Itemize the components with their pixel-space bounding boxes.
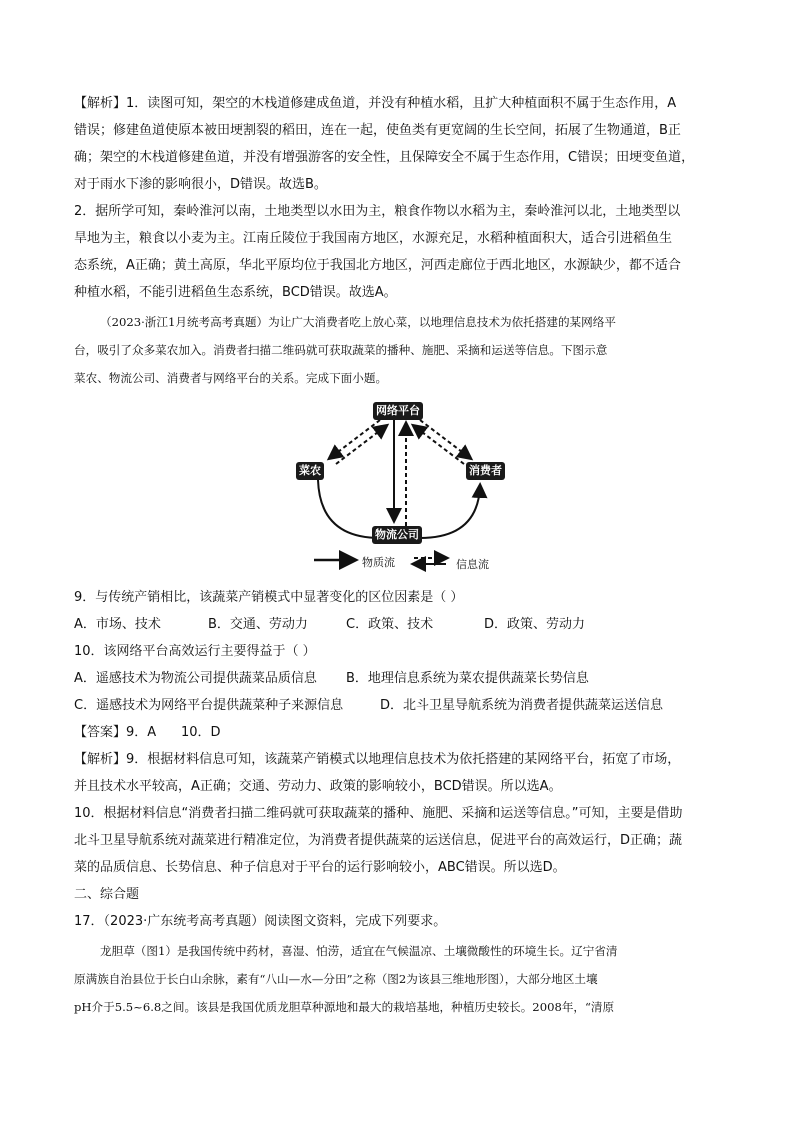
text-line: pH介于5.5~6.8之间。该县是我国优质龙胆草种源地和最大的栽培基地，种植历史较长。2008年，“清原 bbox=[74, 1000, 615, 1014]
text-line: 【解析】9．根据材料信息可知，该蔬菜产销模式以地理信息技术为依托搭建的某网络平台，拓宽了市场， bbox=[74, 752, 681, 767]
node-platform: 网络平台 bbox=[373, 402, 423, 420]
answer-line: 【答案】9．A 10．D bbox=[74, 725, 221, 740]
material-17-paragraph bbox=[74, 937, 722, 1021]
option-d: D．北斗卫星导航系统为消费者提供蔬菜运送信息 bbox=[380, 698, 664, 713]
text-line: 2．据所学可知，秦岭淮河以南，土地类型以水田为主，粮食作物以水稻为主，秦岭淮河以北，土地类型以 bbox=[74, 204, 681, 219]
text-line: （2023·浙江1月统考高考真题）为让广大消费者吃上放心菜，以地理信息技术为依托搭建的某网络平 bbox=[100, 315, 616, 329]
info-flow-farmer-platform bbox=[336, 426, 386, 464]
analysis-block-2 bbox=[74, 198, 722, 306]
info-flow-platform-consumer bbox=[420, 420, 470, 458]
flow-diagram bbox=[280, 398, 520, 576]
option-b: B．地理信息系统为菜农提供蔬菜长势信息 bbox=[346, 671, 589, 686]
analysis-9 bbox=[74, 746, 722, 800]
text-line: 旱地为主，粮食以小麦为主。江南丘陵位于我国南方地区，水源充足，水稻种植面积大，适合引进稻鱼生 bbox=[74, 231, 673, 246]
option-c: C．政策、技术 bbox=[346, 617, 434, 632]
text-line: 台，吸引了众多菜农加入。消费者扫描二维码就可获取蔬菜的播种、施肥、采摘和运送等信息。下图示意 bbox=[74, 343, 608, 357]
text-line: 种植水稻，不能引进稻鱼生态系统，BCD错误。故选A。 bbox=[74, 285, 397, 300]
text-line: 错误；修建鱼道使原本被田埂割裂的稻田，连在一起，使鱼类有更宽阔的生长空间，拓展了生物通道，B正 bbox=[74, 123, 681, 138]
node-consumer: 消费者 bbox=[466, 462, 505, 480]
option-c: C．遥感技术为网络平台提供蔬菜种子来源信息 bbox=[74, 698, 344, 713]
analysis-block-1 bbox=[74, 90, 722, 198]
material-flow-logistics-consumer bbox=[420, 486, 480, 538]
text-line: 菜的品质信息、长势信息、种子信息对于平台的运行影响较小，ABC错误。所以选D。 bbox=[74, 860, 566, 875]
info-flow-consumer-platform bbox=[414, 426, 464, 464]
text-line: 对于雨水下渗的影响很小，D错误。故选B。 bbox=[74, 177, 327, 192]
diagram-svg bbox=[280, 398, 520, 576]
text-line: 确；架空的木栈道修建鱼道，并没有增强游客的安全性，且保障安全不属于生态作用，C错误；田埂变鱼道， bbox=[74, 150, 695, 165]
option-d: D．政策、劳动力 bbox=[484, 617, 586, 632]
question-10-stem: 10．该网络平台高效运行主要得益于（ ） bbox=[74, 644, 316, 659]
option-a: A．遥感技术为物流公司提供蔬菜品质信息 bbox=[74, 671, 317, 686]
text-line: 【解析】1．读图可知，架空的木栈道修建成鱼道，并没有种植水稻，且扩大种植面积不属于生态作用，A bbox=[74, 96, 677, 111]
text-line: 态系统，A正确；黄土高原，华北平原均位于我国北方地区，河西走廊位于西北地区，水源缺少，都不适合 bbox=[74, 258, 681, 273]
option-b: B．交通、劳动力 bbox=[208, 617, 308, 632]
option-a: A．市场、技术 bbox=[74, 617, 161, 632]
legend-info-label: 信息流 bbox=[456, 558, 489, 571]
text-line: 龙胆草（图1）是我国传统中药材，喜湿、怕涝，适宜在气候温凉、土壤微酸性的环境生长。辽宁省清 bbox=[100, 944, 618, 958]
question-9-options bbox=[74, 611, 734, 638]
question-10-options-row1 bbox=[74, 665, 734, 692]
material-flow-farmer-logistics bbox=[318, 480, 380, 538]
text-line: 北斗卫星导航系统对蔬菜进行精准定位，为消费者提供蔬菜的运送信息，促进平台的高效运行，D正确；蔬 bbox=[74, 833, 683, 848]
material-paragraph bbox=[74, 308, 722, 392]
text-line: 菜农、物流公司、消费者与网络平台的关系。完成下面小题。 bbox=[74, 371, 388, 385]
question-9-stem: 9．与传统产销相比，该蔬菜产销模式中显著变化的区位因素是（ ） bbox=[74, 590, 464, 605]
text-line: 10．根据材料信息“消费者扫描二维码就可获取蔬菜的播种、施肥、采摘和运送等信息。”可知，主要是借助 bbox=[74, 806, 683, 821]
node-logistics: 物流公司 bbox=[372, 526, 422, 544]
section-heading: 二、综合题 bbox=[74, 887, 140, 902]
text-line: 并且技术水平较高，A正确；交通、劳动力、政策的影响较小，BCD错误。所以选A。 bbox=[74, 779, 562, 794]
analysis-10 bbox=[74, 800, 722, 881]
node-farmer: 菜农 bbox=[296, 462, 324, 480]
question-10-options-row2 bbox=[74, 692, 734, 719]
text-line: 原满族自治县位于长白山余脉，素有“八山—水—分田”之称（图2为该县三维地形图），大部分地区土壤 bbox=[74, 972, 598, 986]
question-17-stem: 17．（2023·广东统考高考真题）阅读图文资料，完成下列要求。 bbox=[74, 914, 447, 929]
legend-material-label: 物质流 bbox=[362, 556, 395, 569]
info-flow-platform-farmer bbox=[330, 420, 380, 458]
